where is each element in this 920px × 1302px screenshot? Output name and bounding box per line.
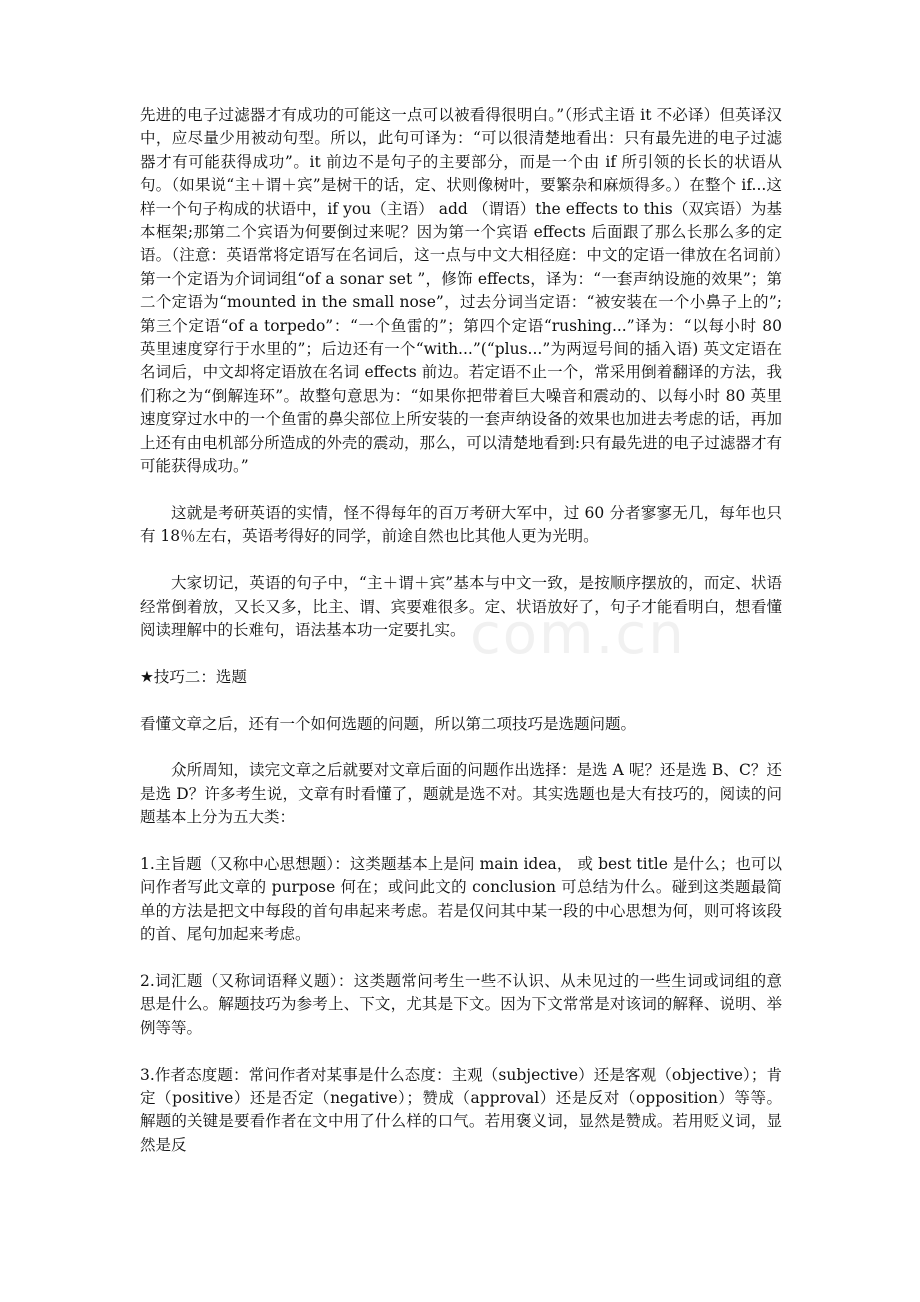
paragraph-translation-analysis: 先进的电子过滤器才有成功的可能这一点可以被看得很明白。”（形式主语 it 不必译）但英译汉中，应尽量少用被动句型。所以，此句可译为：“可以很清楚地看出：只有最先进的电子过滤器才有可能获得成功”。it 前边不是句子的主要部分，而是一个由 if 所引领的长长的状语从句。（如果说“主＋谓＋宾”是树干的话，定、状则像树叶，要繁杂和麻烦得多。）在整个 if...这样一个句子构成的状语中，if you（主语） add （谓语）the effects to this（双宾语）为基本框架;那第二个宾语为何要倒过来呢？因为第一个宾语 effects 后面跟了那么长那么多的定语。（注意：英语常将定语写在名词后，这一点与中文大相径庭：中文的定语一律放在名词前）第一个定语为介词词组“of a sonar set ”，修饰 effects，译为：“一套声纳设施的效果”；第二个定语为“mounted in the small nose”，过去分词当定语：“被安装在一个小鼻子上的”;第三个定语“of a torpedo”：“一个鱼雷的”；第四个定语“rushing...”译为：“以每小时 80 英里速度穿行于水里的”；后边还有一个“with...”(“plus...”为两逗号间的插入语) 英文定语在名词后，中文却将定语放在名词 effects 前边。若定语不止一个，常采用倒着翻译的方法，我们称之为“倒解连环”。故整句意思为：“如果你把带着巨大噪音和震动的、以每小时 80 英里速度穿过水中的一个鱼雷的鼻尖部位上所安装的一套声纳设备的效果也加进去考虑的话，再加上还有由电机部分所造成的外壳的震动，那么，可以清楚地看到:只有最先进的电子过滤器才有可能获得成功。” <box>140 106 782 476</box>
watermark: com.cn <box>470 602 686 667</box>
section-heading-text: 技巧二：选题 <box>153 667 247 686</box>
section-heading <box>140 666 782 689</box>
list-item-author-attitude: 3.作者态度题：常问作者对某事是什么态度：主观（subjective）还是客观（objective）；肯定（positive）还是否定（negative）；赞成（approval）还是反对（opposition）等等。解题的关键是要看作者在文中用了什么样的口气。若用褒义词，显然是赞成。若用贬义词，显然是反 <box>140 1065 782 1154</box>
paragraph-intro: 看懂文章之后，还有一个如何选题的问题，所以第二项技巧是选题问题。 <box>140 714 637 733</box>
list-item-vocabulary: 2.词汇题（又称词语释义题）：这类题常问考生一些不认识、从未见过的一些生词或词组的意思是什么。解题技巧为参考上、下文，尤其是下文。因为下文常常是对该词的解释、说明、举例等等。 <box>140 971 782 1037</box>
paragraph-overview: 众所周知，读完文章之后就要对文章后面的问题作出选择：是选 A 呢？还是选 B、C？还是选 D？许多考生说，文章有时看懂了，题就是选不对。其实选题也是大有技巧的，阅读的问题基本上分为五大类： <box>140 761 782 827</box>
star-icon: ★ <box>140 667 154 686</box>
paragraph-grammar-advice: 大家切记，英语的句子中，“主＋谓＋宾”基本与中文一致，是按顺序摆放的，而定、状语经常倒着放，又长又多，比主、谓、宾要难很多。定、状语放好了，句子才能看明白，想看懂阅读理解中的长难句，语法基本功一定要扎实。 <box>140 574 782 639</box>
list-item-main-idea: 1.主旨题（又称中心思想题）：这类题基本上是问 main idea， 或 best title 是什么；也可以问作者写此文章的 purpose 何在；或问此文的 conclusion 可总结为什么。碰到这类题最简单的方法是把文中每段的首句串起来考虑。若是仅问其中某一段的中心思想为何，则可将该段的首、尾句加起来考虑。 <box>140 854 782 944</box>
paragraph-exam-reality: 这就是考研英语的实情，怪不得每年的百万考研大军中，过 60 分者寥寥无几，每年也只有 18％左右，英语考得好的同学，前途自然也比其他人更为光明。 <box>140 503 782 546</box>
document-body <box>140 104 782 1181</box>
